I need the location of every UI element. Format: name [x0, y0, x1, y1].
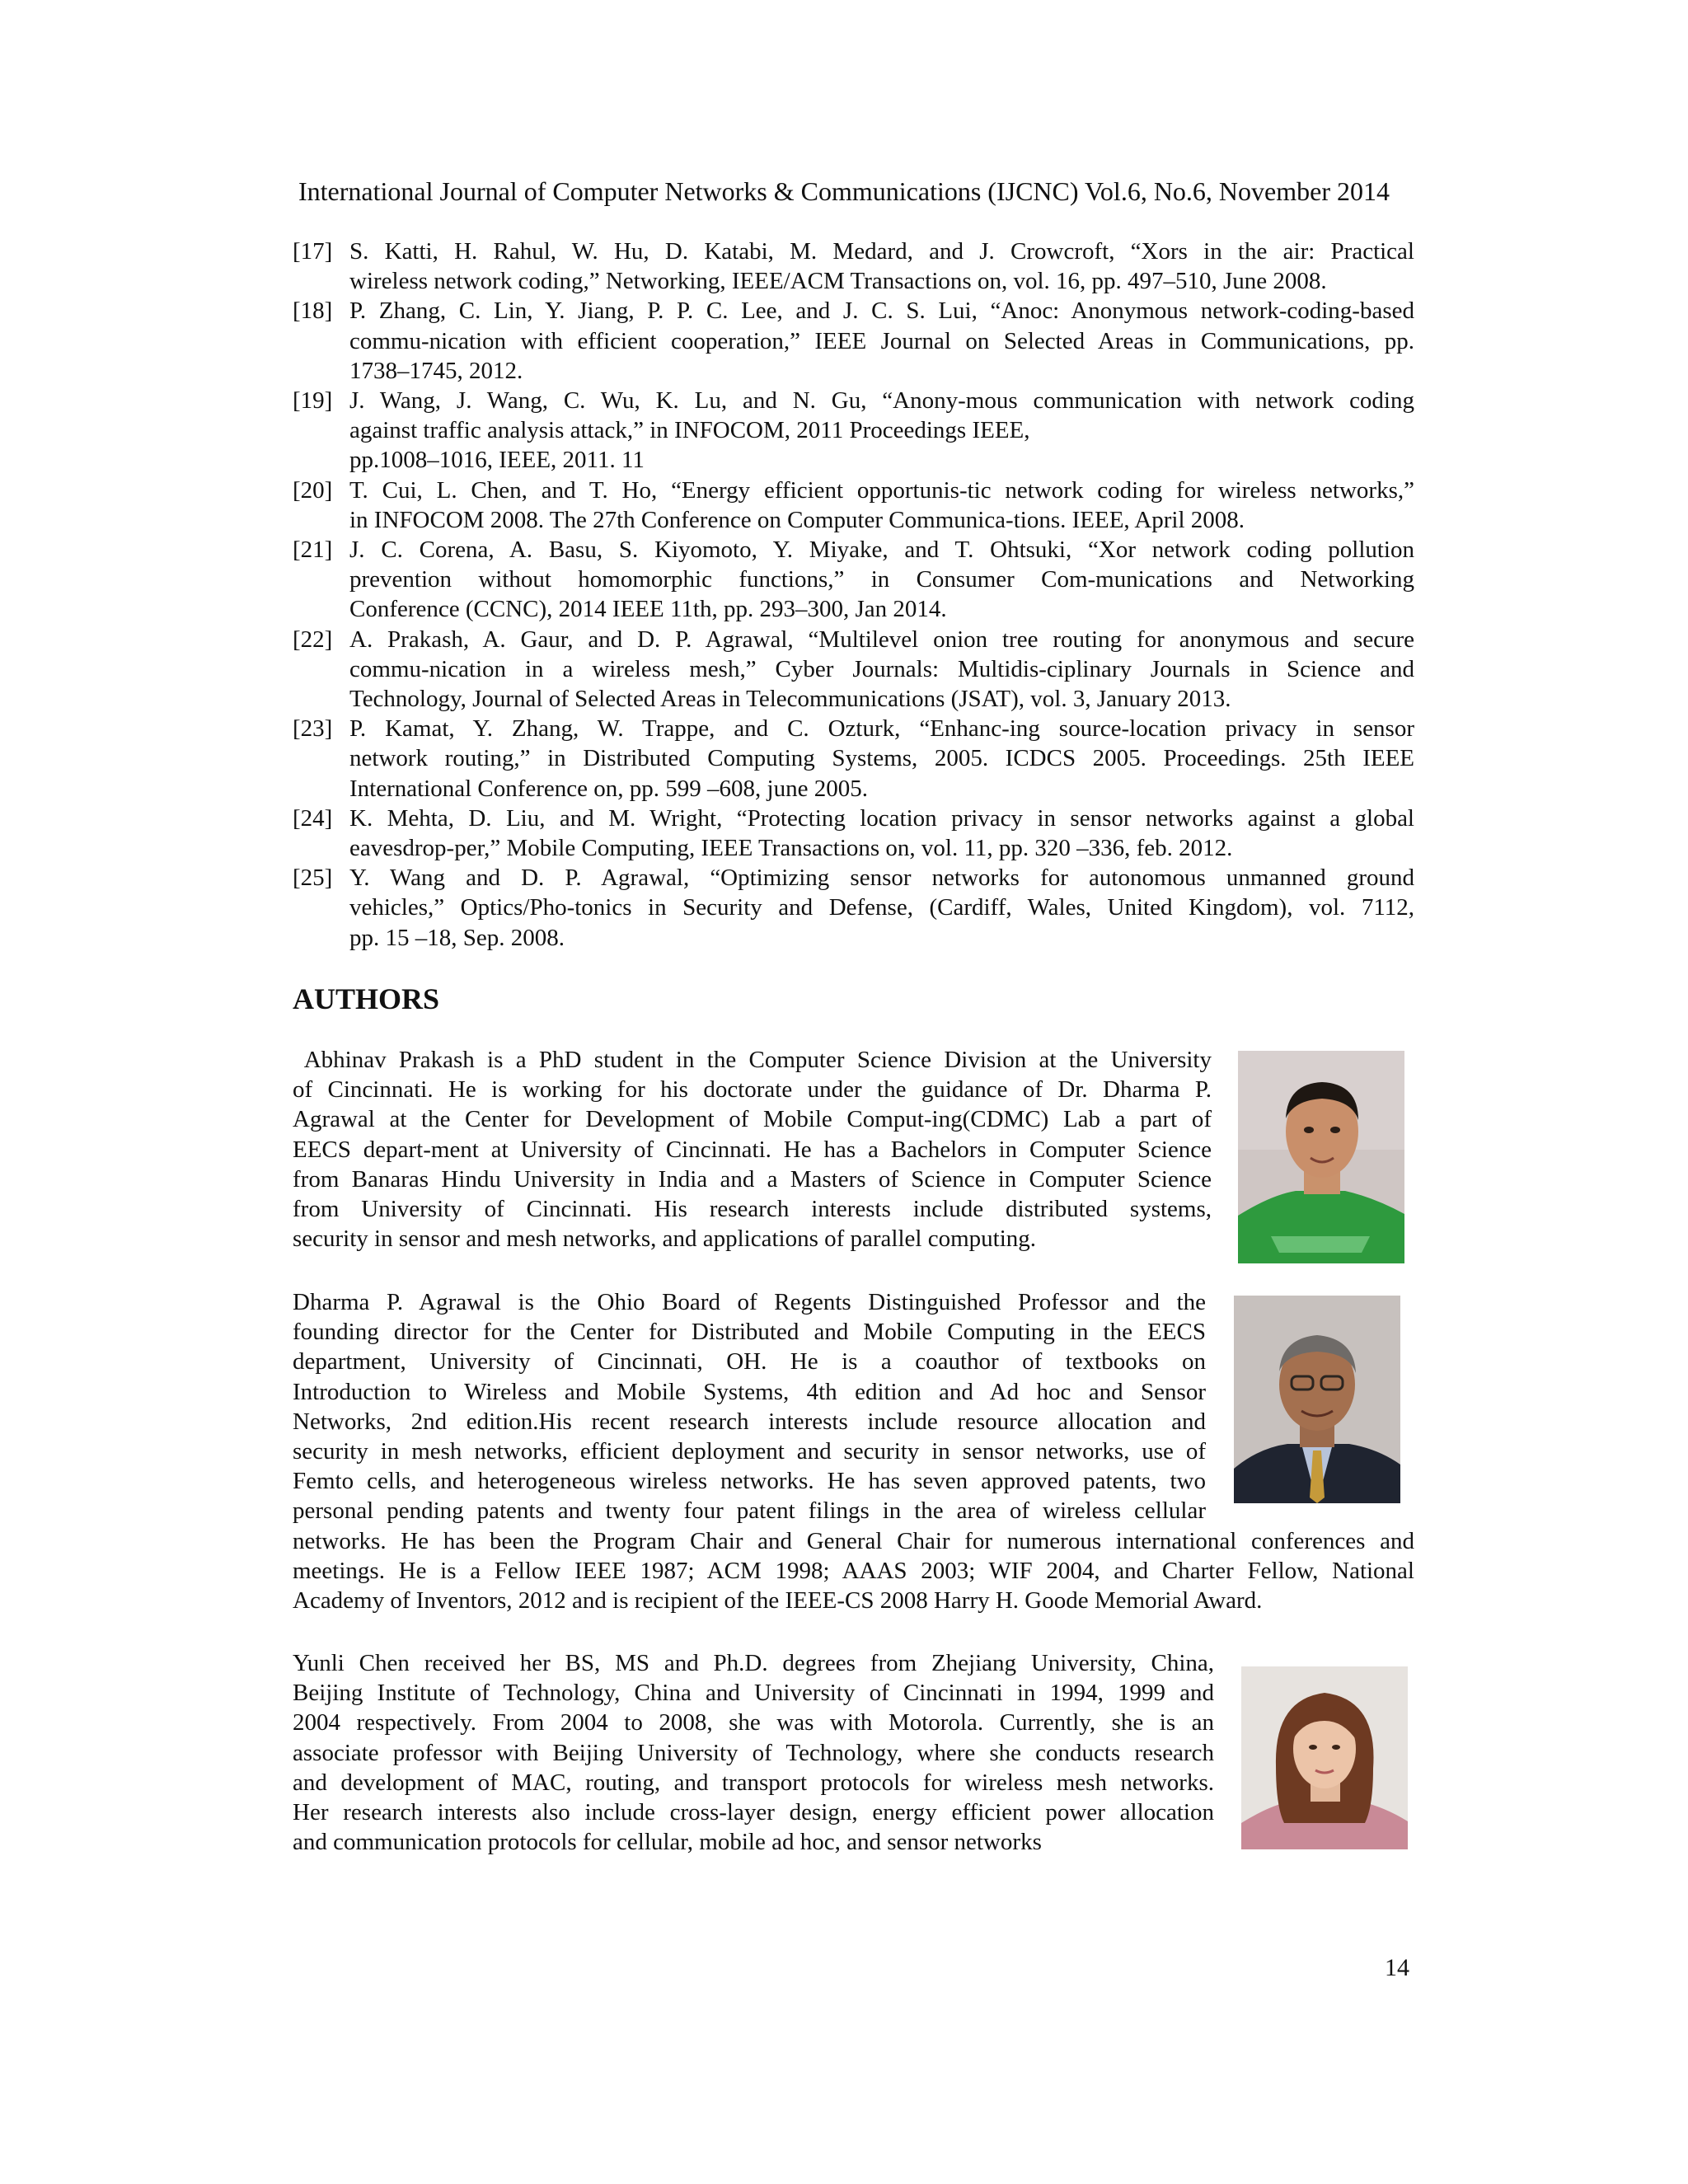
reference-item: [293, 296, 1414, 386]
reference-line: Y. Wang and D. P. Agrawal, “Optimizing sensor networks for autonomous unmanned ground: [349, 865, 1414, 892]
reference-item: [293, 476, 1414, 535]
bio-line: Her research interests also include cross-layer design, energy efficient power allocation: [293, 1799, 1214, 1826]
bio-line: Agrawal at the Center for Development of Mobile Comput-ing(CDMC) Lab a part of: [293, 1106, 1212, 1133]
reference-line: T. Cui, L. Chen, and T. Ho, “Energy efficient opportunis-tic network coding for wireless networks,”: [349, 476, 1414, 504]
reference-item: [293, 625, 1414, 715]
bio-line: Yunli Chen received her BS, MS and Ph.D. degrees from Zhejiang University, China,: [293, 1650, 1214, 1676]
reference-line: wireless network coding,” Networking, IEEE/ACM Transactions on, vol. 16, pp. 497–510, June 2008.: [349, 268, 1327, 295]
author-bio-agrawal-continued: [293, 1526, 1414, 1616]
reference-item: [293, 714, 1414, 804]
author-photo-prakash: [1238, 1051, 1404, 1263]
bio-line: Beijing Institute of Technology, China and University of Cincinnati in 1994, 1999 and: [293, 1680, 1214, 1707]
reference-line: pp. 15 –18, Sep. 2008.: [349, 924, 565, 951]
reference-text: [349, 237, 1414, 296]
bio-line: and development of MAC, routing, and transport protocols for wireless mesh networks.: [293, 1769, 1214, 1796]
reference-line: Conference (CCNC), 2014 IEEE 11th, pp. 293–300, Jan 2014.: [349, 596, 947, 623]
reference-number: [25]: [293, 865, 333, 892]
reference-item: [293, 804, 1414, 863]
reference-line: A. Prakash, A. Gaur, and D. P. Agrawal, “Multilevel onion tree routing for anonymous and secure: [349, 626, 1414, 653]
reference-line: P. Zhang, C. Lin, Y. Jiang, P. P. C. Lee, and J. C. S. Lui, “Anoc: Anonymous network-coding-based: [349, 298, 1414, 325]
reference-line: pp.1008–1016, IEEE, 2011. 11: [349, 447, 645, 474]
bio-line: Networks, 2nd edition.His recent research interests include resource allocation and: [293, 1408, 1206, 1435]
reference-line: against traffic analysis attack,” in INFOCOM, 2011 Proceedings IEEE,: [349, 417, 1030, 444]
reference-text: [349, 386, 1414, 476]
running-header: International Journal of Computer Networks & Communications (IJCNC) Vol.6, No.6, November 2014: [298, 176, 1390, 206]
bio-line: Femto cells, and heterogeneous wireless networks. He has seven approved patents, two: [293, 1468, 1206, 1495]
page-number: 14: [1385, 1954, 1409, 1981]
author-photo-agrawal: [1234, 1296, 1400, 1503]
reference-number: [21]: [293, 537, 333, 564]
bio-line: 2004 respectively. From 2004 to 2008, she was with Motorola. Currently, she is an: [293, 1709, 1214, 1736]
reference-line: commu-nication in a wireless mesh,” Cyber Journals: Multidis-ciplinary Journals in Science and: [349, 655, 1414, 682]
reference-line: vehicles,” Optics/Pho-tonics in Security and Defense, (Cardiff, Wales, United Kingdom), vol. 7112,: [349, 894, 1414, 921]
reference-item: [293, 386, 1414, 476]
authors-heading: AUTHORS: [293, 982, 440, 1015]
bio-line: founding director for the Center for Distributed and Mobile Computing in the EECS: [293, 1319, 1206, 1346]
reference-item: [293, 237, 1414, 296]
bio-line: department, University of Cincinnati, OH. He is a coauthor of textbooks on: [293, 1348, 1206, 1376]
reference-text: [349, 535, 1414, 625]
reference-number: [19]: [293, 387, 333, 415]
reference-item: [293, 863, 1414, 953]
bio-line: networks. He has been the Program Chair and General Chair for numerous international conferences and: [293, 1528, 1414, 1554]
bio-line: security in mesh networks, efficient deployment and security in sensor networks, use of: [293, 1438, 1206, 1465]
bio-line: meetings. He is a Fellow IEEE 1987; ACM 1998; AAAS 2003; WIF 2004, and Charter Fellow, National: [293, 1558, 1414, 1585]
reference-line: in INFOCOM 2008. The 27th Conference on Computer Communica-tions. IEEE, April 2008.: [349, 506, 1245, 533]
reference-text: [349, 625, 1414, 715]
author-bio-prakash: [293, 1045, 1212, 1254]
bio-line: security in sensor and mesh networks, and applications of parallel computing.: [293, 1226, 1037, 1253]
reference-text: [349, 804, 1414, 863]
reference-number: [18]: [293, 298, 333, 325]
author-bio-agrawal: [293, 1287, 1206, 1526]
bio-line: of Cincinnati. He is working for his doctorate under the guidance of Dr. Dharma P.: [293, 1076, 1212, 1104]
bio-line: Academy of Inventors, 2012 and is recipient of the IEEE-CS 2008 Harry H. Goode Memorial Award.: [293, 1587, 1263, 1615]
reference-line: network routing,” in Distributed Computing Systems, 2005. ICDCS 2005. Proceedings. 25th IEEE: [349, 745, 1414, 772]
reference-number: [24]: [293, 804, 333, 832]
reference-line: J. Wang, J. Wang, C. Wu, K. Lu, and N. Gu, “Anony-mous communication with network coding: [349, 387, 1414, 415]
reference-number: [20]: [293, 476, 333, 504]
reference-line: P. Kamat, Y. Zhang, W. Trappe, and C. Ozturk, “Enhanc-ing source-location privacy in sensor: [349, 715, 1414, 743]
bio-line: Abhinav Prakash is a PhD student in the Computer Science Division at the University: [293, 1047, 1212, 1073]
reference-line: commu-nication with efficient cooperation,” IEEE Journal on Selected Areas in Communications, pp.: [349, 327, 1414, 354]
bio-line: from University of Cincinnati. His research interests include distributed systems,: [293, 1196, 1212, 1223]
bio-line: Introduction to Wireless and Mobile Systems, 4th edition and Ad hoc and Sensor: [293, 1378, 1206, 1405]
reference-text: [349, 714, 1414, 804]
bio-line: Dharma P. Agrawal is the Ohio Board of Regents Distinguished Professor and the: [293, 1289, 1206, 1315]
reference-line: prevention without homomorphic functions,” in Consumer Com-munications and Networking: [349, 566, 1414, 593]
author-photo-chen: [1241, 1666, 1408, 1849]
bio-line: from Banaras Hindu University in India and a Masters of Science in Computer Science: [293, 1165, 1212, 1193]
bio-line: EECS depart-ment at University of Cincinnati. He has a Bachelors in Computer Science: [293, 1136, 1212, 1163]
reference-list: [293, 237, 1414, 953]
reference-line: J. C. Corena, A. Basu, S. Kiyomoto, Y. Miyake, and T. Ohtsuki, “Xor network coding pollution: [349, 537, 1414, 564]
reference-line: Technology, Journal of Selected Areas in Telecommunications (JSAT), vol. 3, January 2013.: [349, 686, 1231, 713]
reference-line: 1738–1745, 2012.: [349, 357, 523, 384]
bio-line: associate professor with Beijing University of Technology, where she conducts research: [293, 1739, 1214, 1766]
reference-line: K. Mehta, D. Liu, and M. Wright, “Protecting location privacy in sensor networks against a global: [349, 804, 1414, 832]
reference-text: [349, 296, 1414, 386]
bio-line: personal pending patents and twenty four patent filings in the area of wireless cellular: [293, 1497, 1206, 1525]
reference-line: S. Katti, H. Rahul, W. Hu, D. Katabi, M. Medard, and J. Crowcroft, “Xors in the air: Practical: [349, 238, 1414, 265]
reference-number: [23]: [293, 715, 333, 743]
reference-number: [17]: [293, 238, 333, 265]
reference-line: International Conference on, pp. 599 –608, june 2005.: [349, 775, 868, 802]
reference-line: eavesdrop-per,” Mobile Computing, IEEE Transactions on, vol. 11, pp. 320 –336, feb. 2012.: [349, 835, 1233, 862]
bio-line: and communication protocols for cellular, mobile ad hoc, and sensor networks: [293, 1829, 1042, 1856]
reference-item: [293, 535, 1414, 625]
reference-text: [349, 863, 1414, 953]
author-bio-chen: [293, 1648, 1214, 1857]
reference-text: [349, 476, 1414, 535]
reference-number: [22]: [293, 626, 333, 653]
